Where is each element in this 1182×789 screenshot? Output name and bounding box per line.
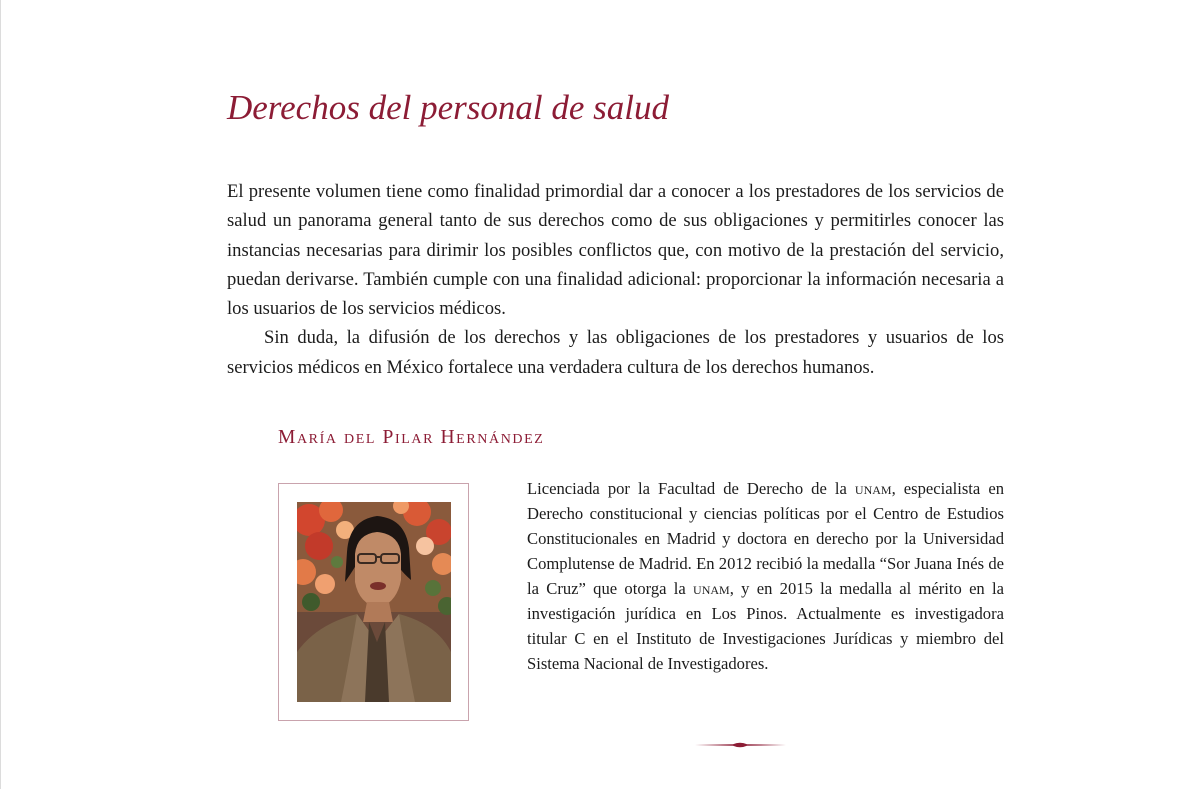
bio-text-3: , y en 2015 la medalla al mérito en la investigación jurídica en Los Pinos. Actualmente es investigadora titular C en el Instituto de Investigaciones Jurídicas y miembro del Sistema Nacional de Investigadores. [527,579,1004,673]
author-photo-frame [278,483,469,721]
bio-text-1: Licenciada por la Facultad de Derecho de la [527,479,855,498]
author-bio [527,476,1004,676]
bio-acronym-2: unam [693,579,730,598]
page-title: Derechos del personal de salud [227,88,669,127]
intro-paragraph-2: Sin duda, la difusión de los derechos y las obligaciones de los prestadores y usuarios de los servicios médicos en México fortalece una verdadera cultura de los derechos humanos. [227,327,1004,378]
ornament-divider [695,738,786,752]
bio-text-2: , especialista en Derecho constitucional y ciencias políticas por el Centro de Estudios Constitucionales en Madrid y doctora en derecho por la Universidad Complutense de Madrid. En 2012 recibió la medalla “Sor Juana Inés de la Cruz” que otorga la [527,479,1004,598]
intro-text [227,177,1004,382]
author-name: María del Pilar Hernández [278,427,545,448]
intro-paragraph-1: El presente volumen tiene como finalidad primordial dar a conocer a los prestadores de los servicios de salud un panorama general tanto de sus derechos como de sus obligaciones y permitirles conocer las instancias necesarias para dirimir los posibles conflictos que, con motivo de la prestación del servicio, puedan derivarse. También cumple con una finalidad adicional: proporcionar la información necesaria a los usuarios de los servicios médicos. [227,181,1004,320]
author-photo [297,502,451,702]
bio-acronym-1: unam [854,479,892,498]
